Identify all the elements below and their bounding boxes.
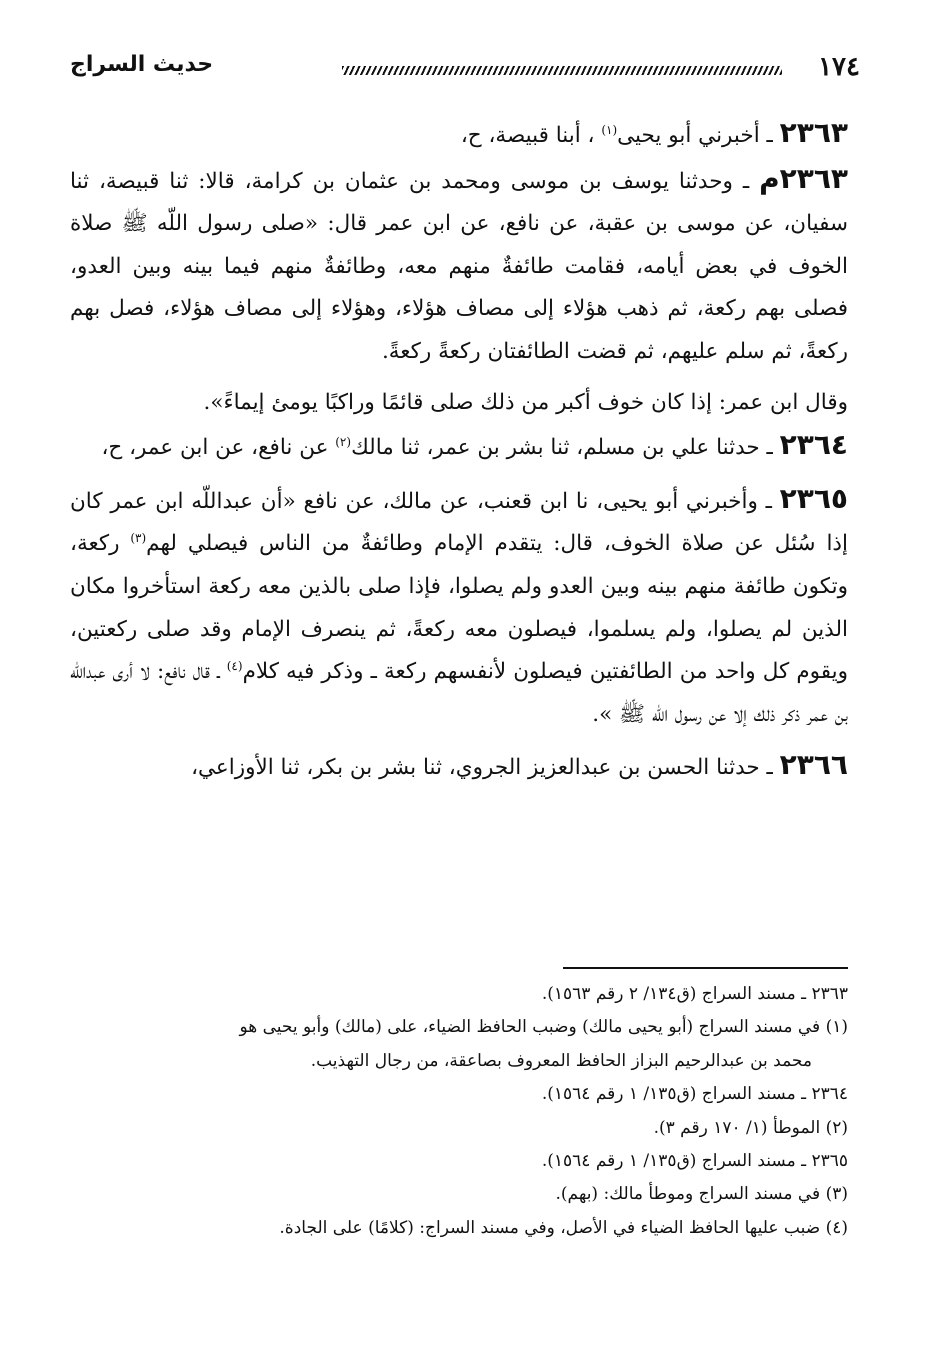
- footnote-separator: [563, 967, 848, 969]
- footnotes: [70, 978, 848, 1245]
- hadith-2363-a: [70, 112, 848, 158]
- hadith-text: ـ وأخبرني أبو يحيى، نا ابن قعنب، عن مالك، عن نافع «أن عبداللّه ابن عمر كان إذا سُئل عن صلاة الخوف، قال: يتقدم الإمام وطائفةٌ من الناس فيصلي لهم: [70, 488, 848, 557]
- hadith-number: ٢٣٦٤: [779, 428, 848, 462]
- hadith-text: ، أبنا قبيصة، ح،: [460, 123, 602, 148]
- main-text: [70, 112, 848, 790]
- footnote-line: (٢) الموطأ (١/ ١٧٠ رقم ٣).: [653, 1117, 848, 1138]
- hadith-number: ٢٣٦٣: [779, 116, 848, 149]
- footnote-line: ٢٣٦٥ ـ مسند السراج (ق١٣٥/ ١ رقم ١٥٦٤).: [541, 1151, 848, 1172]
- hadith-text: وقال ابن عمر: إذا كان خوف أكبر من ذلك صلى قائمًا وراكبًا يومئ إيماءً».: [203, 389, 848, 415]
- page-number: ١٧٤: [818, 52, 860, 82]
- hadith-2363-c: [70, 382, 848, 425]
- hadith-2363-b: [70, 158, 848, 374]
- hadith-text: ـ حدثنا الحسن بن عبدالعزيز الجروي، ثنا بشر بن بكر، ثنا الأوزاعي،: [191, 755, 780, 781]
- hadith-text: ـ وحدثنا يوسف بن موسى ومحمد بن عثمان بن كرامة، قالا: ثنا قبيصة، ثنا سفيان، عن موسى بن عقبة، عن نافع، عن ابن عمر قال: «صلى رسول اللّه ﷺ صلاة الخوف في بعض أيامه، فقامت طائفةٌ منهم معه، وطائفةٌ منهم فيما بينه وبين العدو، فصلى بهم ركعة، ثم ذهب هؤلاء إلى مصاف هؤلاء، وهؤلاء إلى مصاف هؤلاء، فصل بهم ركعةً، ثم سلم عليهم، ثم قضت الطائفتان ركعةً ركعةً.: [70, 168, 848, 364]
- hadith-text: ـ حدثنا علي بن مسلم، ثنا بشر بن عمر، ثنا مالك: [351, 435, 780, 461]
- footnote-line: (١) في مسند السراج (أبو يحيى مالك) وضبب الحافظ الضياء، على (مالك) وأبو يحيى هو: [239, 1017, 848, 1038]
- hadith-text: عن نافع، عن ابن عمر، ح،: [101, 435, 336, 461]
- footnote-ref: (٢): [335, 435, 352, 449]
- hadith-2364: [70, 424, 848, 470]
- hadith-number: ٢٣٦٣م: [759, 161, 848, 195]
- footnote-ref: (١): [601, 122, 618, 137]
- hadith-2366: [70, 744, 848, 790]
- hadith-text: ركعة، وتكون طائفة منهم بينه وبين العدو ولم يصلوا، فإذا صلى بالذين معه ركعة استأخروا مكان الذين لم يصلوا، ولم يسلموا، فيصلون معه ركعةً، ثم ينصرف الإمام وقد صلى ركعتين، ويقوم كل واحد من الطائفتين فيصلون لأنفسهم ركعة ـ وذكر فيه كلام: [70, 531, 848, 685]
- hadith-text: ـ أخبرني أبو يحيى: [617, 123, 780, 148]
- running-title: حديث السراج: [70, 52, 214, 77]
- footnote-ref: (٤): [226, 658, 243, 673]
- footnote-line: (٣) في مسند السراج وموطأ مالك: (بهم).: [555, 1184, 848, 1205]
- footnote-line: (٤) ضبب عليها الحافظ الضياء في الأصل، وفي مسند السراج: (كلامًا) على الجادة.: [279, 1217, 848, 1238]
- header-hatch-ornament: [342, 66, 782, 75]
- hadith-number: ٢٣٦٥: [779, 481, 848, 515]
- footnote-line: ٢٣٦٤ ـ مسند السراج (ق١٣٥/ ١ رقم ١٥٦٤).: [541, 1084, 848, 1105]
- footnote-line: ٢٣٦٣ ـ مسند السراج (ق١٣٤/ ٢ رقم ١٥٦٣).: [541, 984, 848, 1004]
- hadith-number: ٢٣٦٦: [779, 748, 848, 782]
- hadith-text: ـ قال نافع: لا أرى عبداللّه بن عمر ذكر ذلك إلا عن رسول اللّه ﷺ ».: [70, 659, 848, 727]
- footnote-ref: (٣): [130, 531, 147, 546]
- footnote-line: محمد بن عبدالرحيم البزاز الحافظ المعروف بصاعقة، من رجال التهذيب.: [310, 1050, 812, 1071]
- page-header: [70, 52, 860, 92]
- hadith-2365: [70, 478, 848, 737]
